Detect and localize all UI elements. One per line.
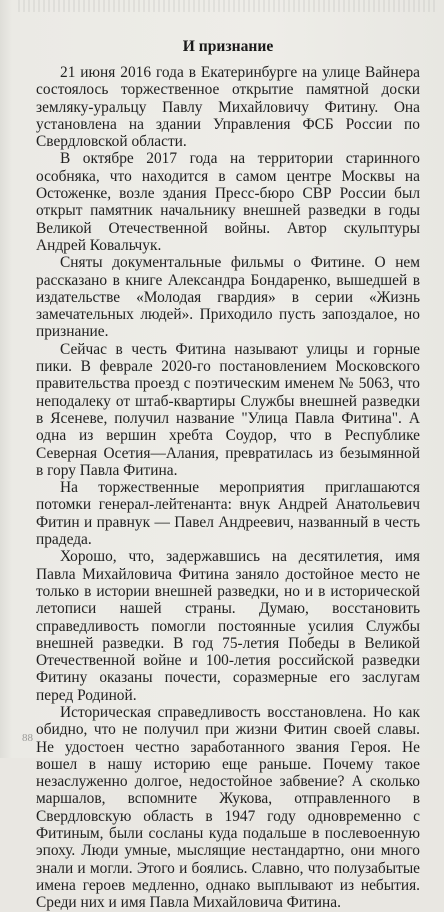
paragraph-5: На торжественные мероприятия приглашаются потомки генерал-лейтенанта: внук Андрей Анатольевич Фитин и правнук — Павел Андреевич, названный в честь прадеда. bbox=[36, 479, 420, 549]
previous-page-bleed-through bbox=[18, 0, 438, 12]
paragraph-4: Сейчас в честь Фитина называют улицы и горные пики. В феврале 2020-го постановлением Московского правительства проезд с поэтическим именем № 5063, что неподалеку от штаб-квартиры Службы внешней разведки в Ясеневе, получил название "Улица Павла Фитина". А одна из вершин хребта Соудор, что в Республике Северная Осетия—Алания, превратилась из безымянной в гору Павла Фитина. bbox=[36, 340, 420, 479]
section-title: И признание bbox=[182, 38, 274, 55]
page-content bbox=[36, 38, 420, 912]
page-number: 88 bbox=[22, 732, 33, 744]
paragraph-1: 21 июня 2016 года в Екатеринбурге на улице Вайнера состоялось торжественное открытие памятной доски земляку-уральцу Павлу Михайловичу Фитину. Она установлена на здании Управления ФСБ России по Свердловской области. bbox=[36, 64, 420, 151]
paragraph-3: Сняты документальные фильмы о Фитине. О нем рассказано в книге Александра Бондаренко, вышедшей в издательстве «Молодая гвардия» в серии «Жизнь замечательных людей». Приходило пусть запоздалое, но признание. bbox=[36, 254, 420, 341]
paragraph-7: Историческая справедливость восстановлена. Но как обидно, что не получил при жизни Фитин своей славы. Не удостоен честно заработанного звания Героя. Не вошел в нашу историю еще раньше. Почему такое незаслуженно долгое, недостойное забвение? А сколько маршалов, вспомните Жукова, отправленного в Свердловскую область в 1947 году одновременно с Фитиным, были сосланы куда подальше в послевоенную эпоху. Люди умные, мыслящие нестандартно, они много знали и могли. Этого и боялись. Славно, что полузабытые имена героев медленно, однако выплывают из небытия. Среди них и имя Павла Михайловича Фитина. bbox=[36, 703, 420, 912]
paragraph-6: Хорошо, что, задержавшись на десятилетия, имя Павла Михайловича Фитина заняло достойное место не только в истории внешней разведки, но и в исторической летописи нашей страны. Думаю, восстановить справедливость помогли постоянные усилия Службы внешней разведки. В год 75-летия Победы в Великой Отечественной войне и 100-летия российской разведки Фитину оказаны почести, соразмерные его заслугам перед Родиной. bbox=[36, 548, 420, 704]
paragraph-2: В октябре 2017 года на территории старинного особняка, что находится в самом центре Москвы на Остоженке, возле здания Пресс-бюро СВР России был открыт памятник начальнику внешней разведки в годы Великой Отечественной войны. Автор скульптуры Андрей Ковальчук. bbox=[36, 150, 420, 254]
